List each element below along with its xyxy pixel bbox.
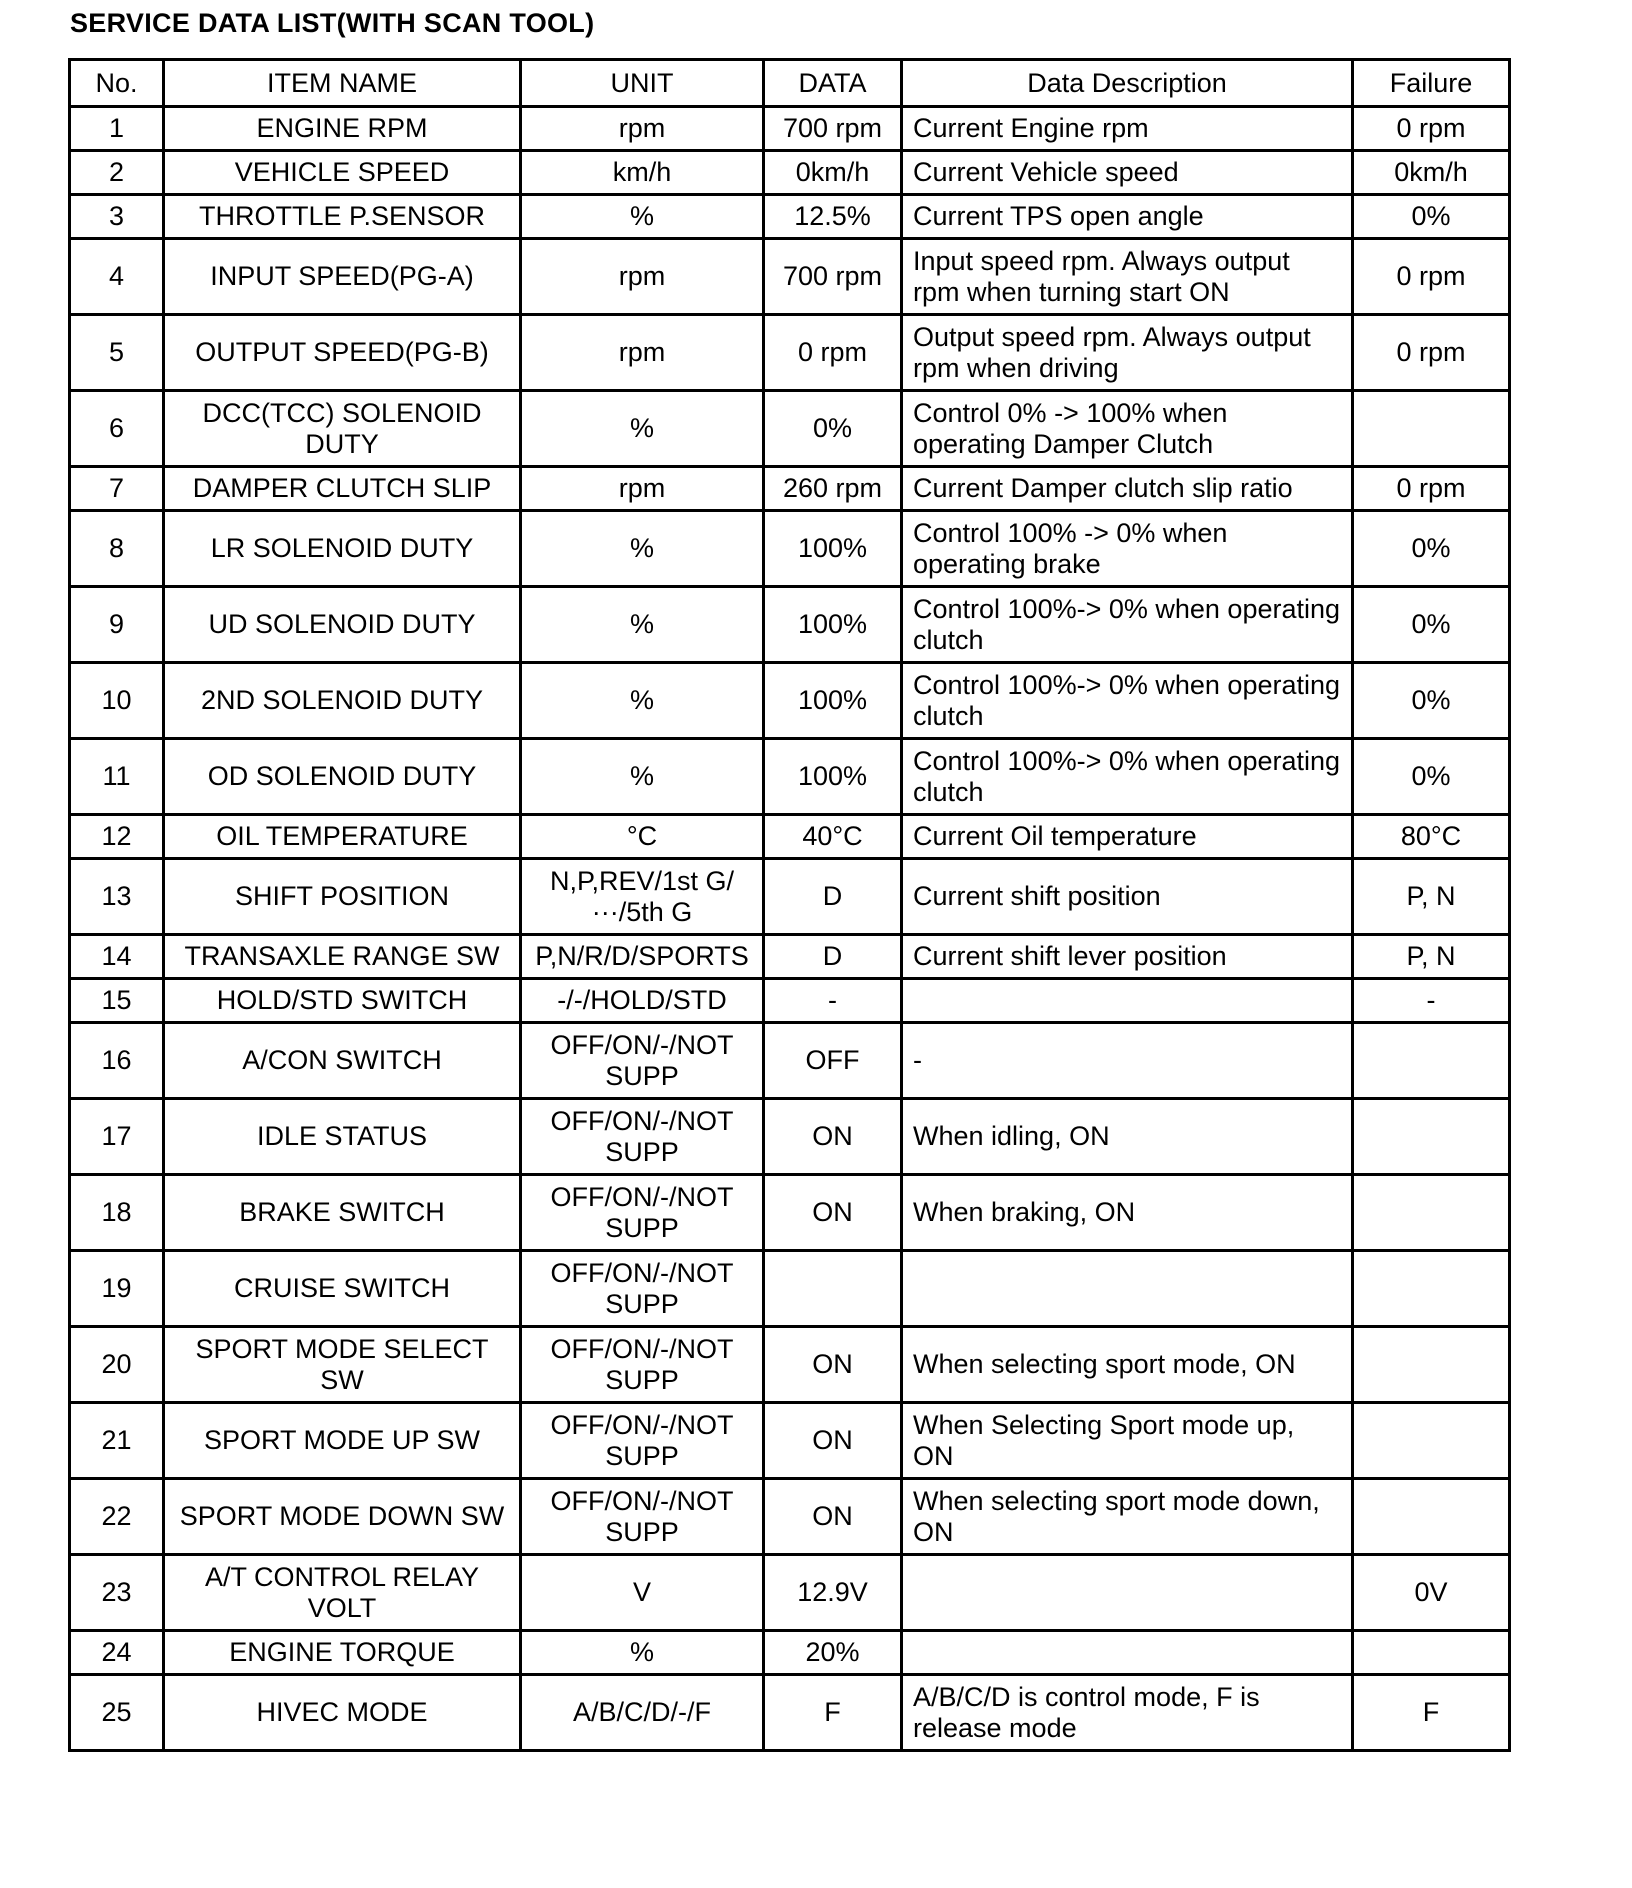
cell-item-name: ENGINE TORQUE — [164, 1631, 521, 1675]
table-row — [70, 739, 1510, 815]
cell-item-name: HOLD/STD SWITCH — [164, 979, 521, 1023]
cell-item-name: TRANSAXLE RANGE SW — [164, 935, 521, 979]
cell-failure — [1353, 1403, 1510, 1479]
cell-description: Control 100%-> 0% when operating clutch — [902, 663, 1353, 739]
cell-data: 700 rpm — [764, 107, 902, 151]
page-title: SERVICE DATA LIST(WITH SCAN TOOL) — [70, 8, 595, 38]
cell-item-name: SPORT MODE UP SW — [164, 1403, 521, 1479]
cell-item-name: IDLE STATUS — [164, 1099, 521, 1175]
cell-no: 15 — [70, 979, 164, 1023]
cell-data: 40°C — [764, 815, 902, 859]
cell-data: 100% — [764, 739, 902, 815]
column-header-data: DATA — [764, 60, 902, 107]
cell-data: - — [764, 979, 902, 1023]
table-row — [70, 1479, 1510, 1555]
cell-no: 16 — [70, 1023, 164, 1099]
cell-failure: P, N — [1353, 859, 1510, 935]
column-header-unit: UNIT — [521, 60, 764, 107]
cell-no: 21 — [70, 1403, 164, 1479]
cell-description: When selecting sport mode down, ON — [902, 1479, 1353, 1555]
cell-no: 24 — [70, 1631, 164, 1675]
cell-description — [902, 1631, 1353, 1675]
cell-unit: °C — [521, 815, 764, 859]
cell-failure: 0 rpm — [1353, 315, 1510, 391]
cell-item-name: VEHICLE SPEED — [164, 151, 521, 195]
cell-description: Current TPS open angle — [902, 195, 1353, 239]
cell-no: 11 — [70, 739, 164, 815]
cell-unit: % — [521, 391, 764, 467]
cell-failure: 0km/h — [1353, 151, 1510, 195]
table-row — [70, 663, 1510, 739]
cell-description: Input speed rpm. Always output rpm when turning start ON — [902, 239, 1353, 315]
table-header-row — [70, 60, 1510, 107]
cell-unit: rpm — [521, 315, 764, 391]
table-row — [70, 1251, 1510, 1327]
cell-item-name: A/CON SWITCH — [164, 1023, 521, 1099]
cell-failure: 0% — [1353, 195, 1510, 239]
cell-unit: km/h — [521, 151, 764, 195]
cell-no: 7 — [70, 467, 164, 511]
cell-failure: 0 rpm — [1353, 107, 1510, 151]
cell-no: 17 — [70, 1099, 164, 1175]
cell-description: Current Engine rpm — [902, 107, 1353, 151]
table-row — [70, 107, 1510, 151]
cell-data: F — [764, 1675, 902, 1751]
table-row — [70, 815, 1510, 859]
cell-unit: % — [521, 587, 764, 663]
cell-unit: A/B/C/D/-/F — [521, 1675, 764, 1751]
cell-unit: V — [521, 1555, 764, 1631]
cell-item-name: LR SOLENOID DUTY — [164, 511, 521, 587]
cell-data: 100% — [764, 663, 902, 739]
cell-no: 1 — [70, 107, 164, 151]
cell-item-name: OIL TEMPERATURE — [164, 815, 521, 859]
cell-failure — [1353, 1251, 1510, 1327]
cell-item-name: DCC(TCC) SOLENOID DUTY — [164, 391, 521, 467]
cell-item-name: SPORT MODE SELECT SW — [164, 1327, 521, 1403]
cell-failure: 0% — [1353, 511, 1510, 587]
cell-no: 20 — [70, 1327, 164, 1403]
cell-failure — [1353, 391, 1510, 467]
cell-data — [764, 1251, 902, 1327]
cell-unit: P,N/R/D/SPORTS — [521, 935, 764, 979]
cell-failure: 0 rpm — [1353, 239, 1510, 315]
cell-item-name: OD SOLENOID DUTY — [164, 739, 521, 815]
table-row — [70, 1403, 1510, 1479]
table-row — [70, 1631, 1510, 1675]
cell-unit: % — [521, 1631, 764, 1675]
cell-failure — [1353, 1479, 1510, 1555]
table-row — [70, 1327, 1510, 1403]
cell-item-name: CRUISE SWITCH — [164, 1251, 521, 1327]
cell-unit: rpm — [521, 239, 764, 315]
cell-description — [902, 979, 1353, 1023]
table-row — [70, 935, 1510, 979]
cell-unit: rpm — [521, 467, 764, 511]
table-row — [70, 467, 1510, 511]
cell-failure: 0% — [1353, 739, 1510, 815]
cell-data: ON — [764, 1403, 902, 1479]
cell-description: When Selecting Sport mode up, ON — [902, 1403, 1353, 1479]
cell-no: 18 — [70, 1175, 164, 1251]
table-row — [70, 239, 1510, 315]
cell-description: Output speed rpm. Always output rpm when driving — [902, 315, 1353, 391]
table-row — [70, 1675, 1510, 1751]
cell-description: Control 100% -> 0% when operating brake — [902, 511, 1353, 587]
cell-data: 0 rpm — [764, 315, 902, 391]
table-body — [70, 107, 1510, 1751]
cell-data: OFF — [764, 1023, 902, 1099]
cell-failure — [1353, 1175, 1510, 1251]
cell-description: When idling, ON — [902, 1099, 1353, 1175]
cell-no: 22 — [70, 1479, 164, 1555]
cell-failure: 0 rpm — [1353, 467, 1510, 511]
cell-description: Current shift position — [902, 859, 1353, 935]
cell-unit: -/-/HOLD/STD — [521, 979, 764, 1023]
cell-description: Current Damper clutch slip ratio — [902, 467, 1353, 511]
cell-no: 2 — [70, 151, 164, 195]
column-header-item-name: ITEM NAME — [164, 60, 521, 107]
table-row — [70, 979, 1510, 1023]
cell-unit: % — [521, 511, 764, 587]
table-row — [70, 859, 1510, 935]
cell-item-name: SPORT MODE DOWN SW — [164, 1479, 521, 1555]
table-row — [70, 195, 1510, 239]
cell-unit: OFF/ON/-/NOT SUPP — [521, 1327, 764, 1403]
cell-failure — [1353, 1631, 1510, 1675]
cell-item-name: OUTPUT SPEED(PG-B) — [164, 315, 521, 391]
table-row — [70, 587, 1510, 663]
cell-item-name: ENGINE RPM — [164, 107, 521, 151]
cell-description — [902, 1251, 1353, 1327]
cell-failure: 0% — [1353, 663, 1510, 739]
cell-description: A/B/C/D is control mode, F is release mode — [902, 1675, 1353, 1751]
cell-data: ON — [764, 1479, 902, 1555]
cell-no: 9 — [70, 587, 164, 663]
cell-failure: - — [1353, 979, 1510, 1023]
cell-data: ON — [764, 1099, 902, 1175]
cell-unit: OFF/ON/-/NOT SUPP — [521, 1023, 764, 1099]
cell-no: 6 — [70, 391, 164, 467]
cell-data: 260 rpm — [764, 467, 902, 511]
cell-unit: OFF/ON/-/NOT SUPP — [521, 1403, 764, 1479]
cell-item-name: SHIFT POSITION — [164, 859, 521, 935]
cell-item-name: DAMPER CLUTCH SLIP — [164, 467, 521, 511]
cell-data: 100% — [764, 511, 902, 587]
cell-item-name: BRAKE SWITCH — [164, 1175, 521, 1251]
cell-description: When selecting sport mode, ON — [902, 1327, 1353, 1403]
table-row — [70, 1175, 1510, 1251]
cell-data: 0km/h — [764, 151, 902, 195]
cell-no: 12 — [70, 815, 164, 859]
cell-item-name: THROTTLE P.SENSOR — [164, 195, 521, 239]
cell-item-name: A/T CONTROL RELAY VOLT — [164, 1555, 521, 1631]
cell-no: 5 — [70, 315, 164, 391]
cell-unit: OFF/ON/-/NOT SUPP — [521, 1099, 764, 1175]
cell-item-name: UD SOLENOID DUTY — [164, 587, 521, 663]
column-header-description: Data Description — [902, 60, 1353, 107]
service-data-table — [68, 58, 1511, 1752]
cell-unit: rpm — [521, 107, 764, 151]
cell-failure — [1353, 1099, 1510, 1175]
cell-unit: N,P,REV/1st G/···/5th G — [521, 859, 764, 935]
cell-item-name: INPUT SPEED(PG-A) — [164, 239, 521, 315]
cell-unit: % — [521, 663, 764, 739]
cell-description: Control 100%-> 0% when operating clutch — [902, 587, 1353, 663]
cell-data: ON — [764, 1327, 902, 1403]
table-row — [70, 315, 1510, 391]
column-header-failure: Failure — [1353, 60, 1510, 107]
column-header-no: No. — [70, 60, 164, 107]
cell-item-name: HIVEC MODE — [164, 1675, 521, 1751]
table-row — [70, 151, 1510, 195]
cell-data: D — [764, 935, 902, 979]
cell-description: Current shift lever position — [902, 935, 1353, 979]
cell-unit: % — [521, 195, 764, 239]
cell-failure: 0% — [1353, 587, 1510, 663]
cell-unit: OFF/ON/-/NOT SUPP — [521, 1251, 764, 1327]
cell-data: 100% — [764, 587, 902, 663]
cell-description: Current Oil temperature — [902, 815, 1353, 859]
cell-unit: OFF/ON/-/NOT SUPP — [521, 1175, 764, 1251]
cell-no: 23 — [70, 1555, 164, 1631]
cell-unit: % — [521, 739, 764, 815]
table-row — [70, 391, 1510, 467]
cell-description: Control 100%-> 0% when operating clutch — [902, 739, 1353, 815]
cell-failure — [1353, 1023, 1510, 1099]
table-row — [70, 1555, 1510, 1631]
cell-data: 0% — [764, 391, 902, 467]
cell-data: 12.9V — [764, 1555, 902, 1631]
cell-failure: 0V — [1353, 1555, 1510, 1631]
table-row — [70, 511, 1510, 587]
cell-failure: F — [1353, 1675, 1510, 1751]
table-row — [70, 1023, 1510, 1099]
cell-failure: P, N — [1353, 935, 1510, 979]
cell-description: Control 0% -> 100% when operating Damper Clutch — [902, 391, 1353, 467]
cell-data: 12.5% — [764, 195, 902, 239]
cell-no: 3 — [70, 195, 164, 239]
cell-data: 20% — [764, 1631, 902, 1675]
cell-data: ON — [764, 1175, 902, 1251]
cell-description — [902, 1555, 1353, 1631]
cell-no: 19 — [70, 1251, 164, 1327]
cell-no: 4 — [70, 239, 164, 315]
cell-failure: 80°C — [1353, 815, 1510, 859]
cell-no: 25 — [70, 1675, 164, 1751]
cell-description: Current Vehicle speed — [902, 151, 1353, 195]
cell-data: D — [764, 859, 902, 935]
table-row — [70, 1099, 1510, 1175]
cell-description: - — [902, 1023, 1353, 1099]
cell-no: 8 — [70, 511, 164, 587]
cell-no: 10 — [70, 663, 164, 739]
cell-data: 700 rpm — [764, 239, 902, 315]
cell-item-name: 2ND SOLENOID DUTY — [164, 663, 521, 739]
cell-failure — [1353, 1327, 1510, 1403]
cell-no: 14 — [70, 935, 164, 979]
cell-no: 13 — [70, 859, 164, 935]
cell-unit: OFF/ON/-/NOT SUPP — [521, 1479, 764, 1555]
cell-description: When braking, ON — [902, 1175, 1353, 1251]
